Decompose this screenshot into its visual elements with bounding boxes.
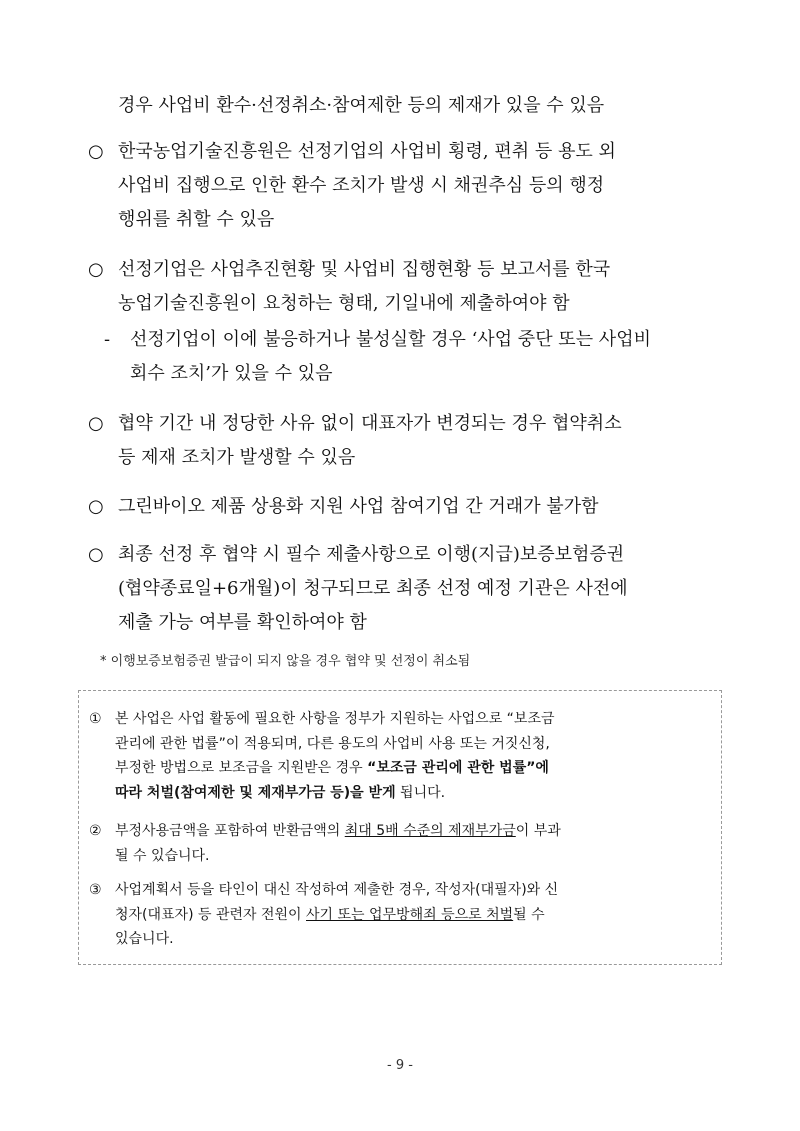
notice-line: 본 사업은 사업 활동에 필요한 사항을 정부가 지원하는 사업으로 “보조금 <box>115 711 555 727</box>
notice-item-2 <box>89 819 709 868</box>
paragraph-representative-change <box>88 407 622 475</box>
page-number: - 9 - <box>387 1058 413 1073</box>
circle-bullet-icon: ○ <box>88 496 104 517</box>
circle-bullet-icon: ○ <box>88 141 104 162</box>
paragraph-reporting <box>88 253 610 321</box>
paragraph-continuation <box>88 89 604 123</box>
paragraph-line: 사업비 집행으로 인한 환수 조치가 발생 시 채권추심 등의 행정 <box>118 175 605 196</box>
circle-bullet-icon: ○ <box>88 544 104 565</box>
sub-item-noncompliance <box>104 323 651 391</box>
notice-underlined-text: 사기 또는 업무방해죄 등으로 처벌 <box>306 906 514 923</box>
circle-bullet-icon: ○ <box>88 259 104 280</box>
dash-bullet-icon: - <box>104 329 111 350</box>
notice-text: 이 부과 <box>515 823 561 839</box>
notice-line: 될 수 있습니다. <box>115 847 210 864</box>
notice-underlined-text: 최대 5배 수준의 제재부가금 <box>344 823 516 839</box>
paragraph-line: 최종 선정 후 협약 시 필수 제출사항으로 이행(지급)보증보험증권 <box>118 544 625 565</box>
paragraph-line: 농업기술진흥원이 요청하는 형태, 기일내에 제출하여야 함 <box>118 293 570 314</box>
notice-line <box>115 781 709 806</box>
notice-text: 부정한 방법으로 보조금을 지원받은 경우 <box>115 760 368 776</box>
notice-item-3 <box>89 878 709 952</box>
circle-bullet-icon: ○ <box>88 413 104 434</box>
paragraph-line: (협약종료일+6개월)이 청구되므로 최종 선정 예정 기관은 사전에 <box>118 578 628 599</box>
paragraph-embezzlement <box>88 135 616 237</box>
notice-item-1 <box>89 707 709 805</box>
paragraph-line: 등 제재 조치가 발생할 수 있음 <box>118 447 356 468</box>
notice-bold-text: “보조금 관리에 관한 법률”에 <box>367 760 549 776</box>
paragraph-line: 협약 기간 내 정당한 사유 없이 대표자가 변경되는 경우 협약취소 <box>118 413 622 434</box>
notice-line <box>115 756 709 781</box>
notice-text: 청자(대표자) 등 관련자 전원이 <box>115 906 307 923</box>
paragraph-line: 선정기업은 사업추진현황 및 사업비 집행현황 등 보고서를 한국 <box>118 259 611 280</box>
footnote: * 이행보증보험증권 발급이 되지 않을 경우 협약 및 선정이 취소됨 <box>100 654 471 669</box>
notice-box <box>78 690 722 965</box>
paragraph-line: 경우 사업비 환수·선정취소·참여제한 등의 제재가 있을 수 있음 <box>118 95 605 116</box>
notice-line <box>115 819 709 844</box>
notice-item-text <box>115 707 709 805</box>
notice-line <box>115 903 709 928</box>
paragraph-guarantee-insurance <box>88 538 628 640</box>
item-number: ② <box>89 823 102 839</box>
paragraph-line: 그린바이오 제품 상용화 지원 사업 참여기업 간 거래가 불가함 <box>118 496 599 517</box>
sub-item-line: 회수 조치’가 있을 수 있음 <box>130 363 333 384</box>
sub-item-line: 선정기업이 이에 불응하거나 불성실할 경우 ‘사업 중단 또는 사업비 <box>130 329 651 350</box>
paragraph-transaction-ban <box>88 490 598 524</box>
item-number: ③ <box>89 882 102 898</box>
notice-text: 부정사용금액을 포함하여 반환금액의 <box>115 823 345 839</box>
paragraph-line: 행위를 취할 수 있음 <box>118 209 275 230</box>
notice-text: 될 수 <box>513 906 545 923</box>
paragraph-line: 한국농업기술진흥원은 선정기업의 사업비 횡령, 편취 등 용도 외 <box>118 141 616 162</box>
notice-line: 있습니다. <box>115 931 174 947</box>
notice-item-text <box>115 878 709 952</box>
paragraph-line: 제출 가능 여부를 확인하여야 함 <box>118 612 367 633</box>
notice-text: 됩니다. <box>395 784 446 801</box>
notice-bold-text: 따라 처벌(참여제한 및 제재부가금 등)을 받게 <box>115 784 396 801</box>
notice-line: 관리에 관한 법률”이 적용되며, 다른 용도의 사업비 사용 또는 거짓신청, <box>115 735 550 752</box>
notice-item-text <box>115 819 709 868</box>
notice-line: 사업계획서 등을 타인이 대신 작성하여 제출한 경우, 작성자(대필자)와 신 <box>115 882 559 898</box>
item-number: ① <box>89 711 102 727</box>
